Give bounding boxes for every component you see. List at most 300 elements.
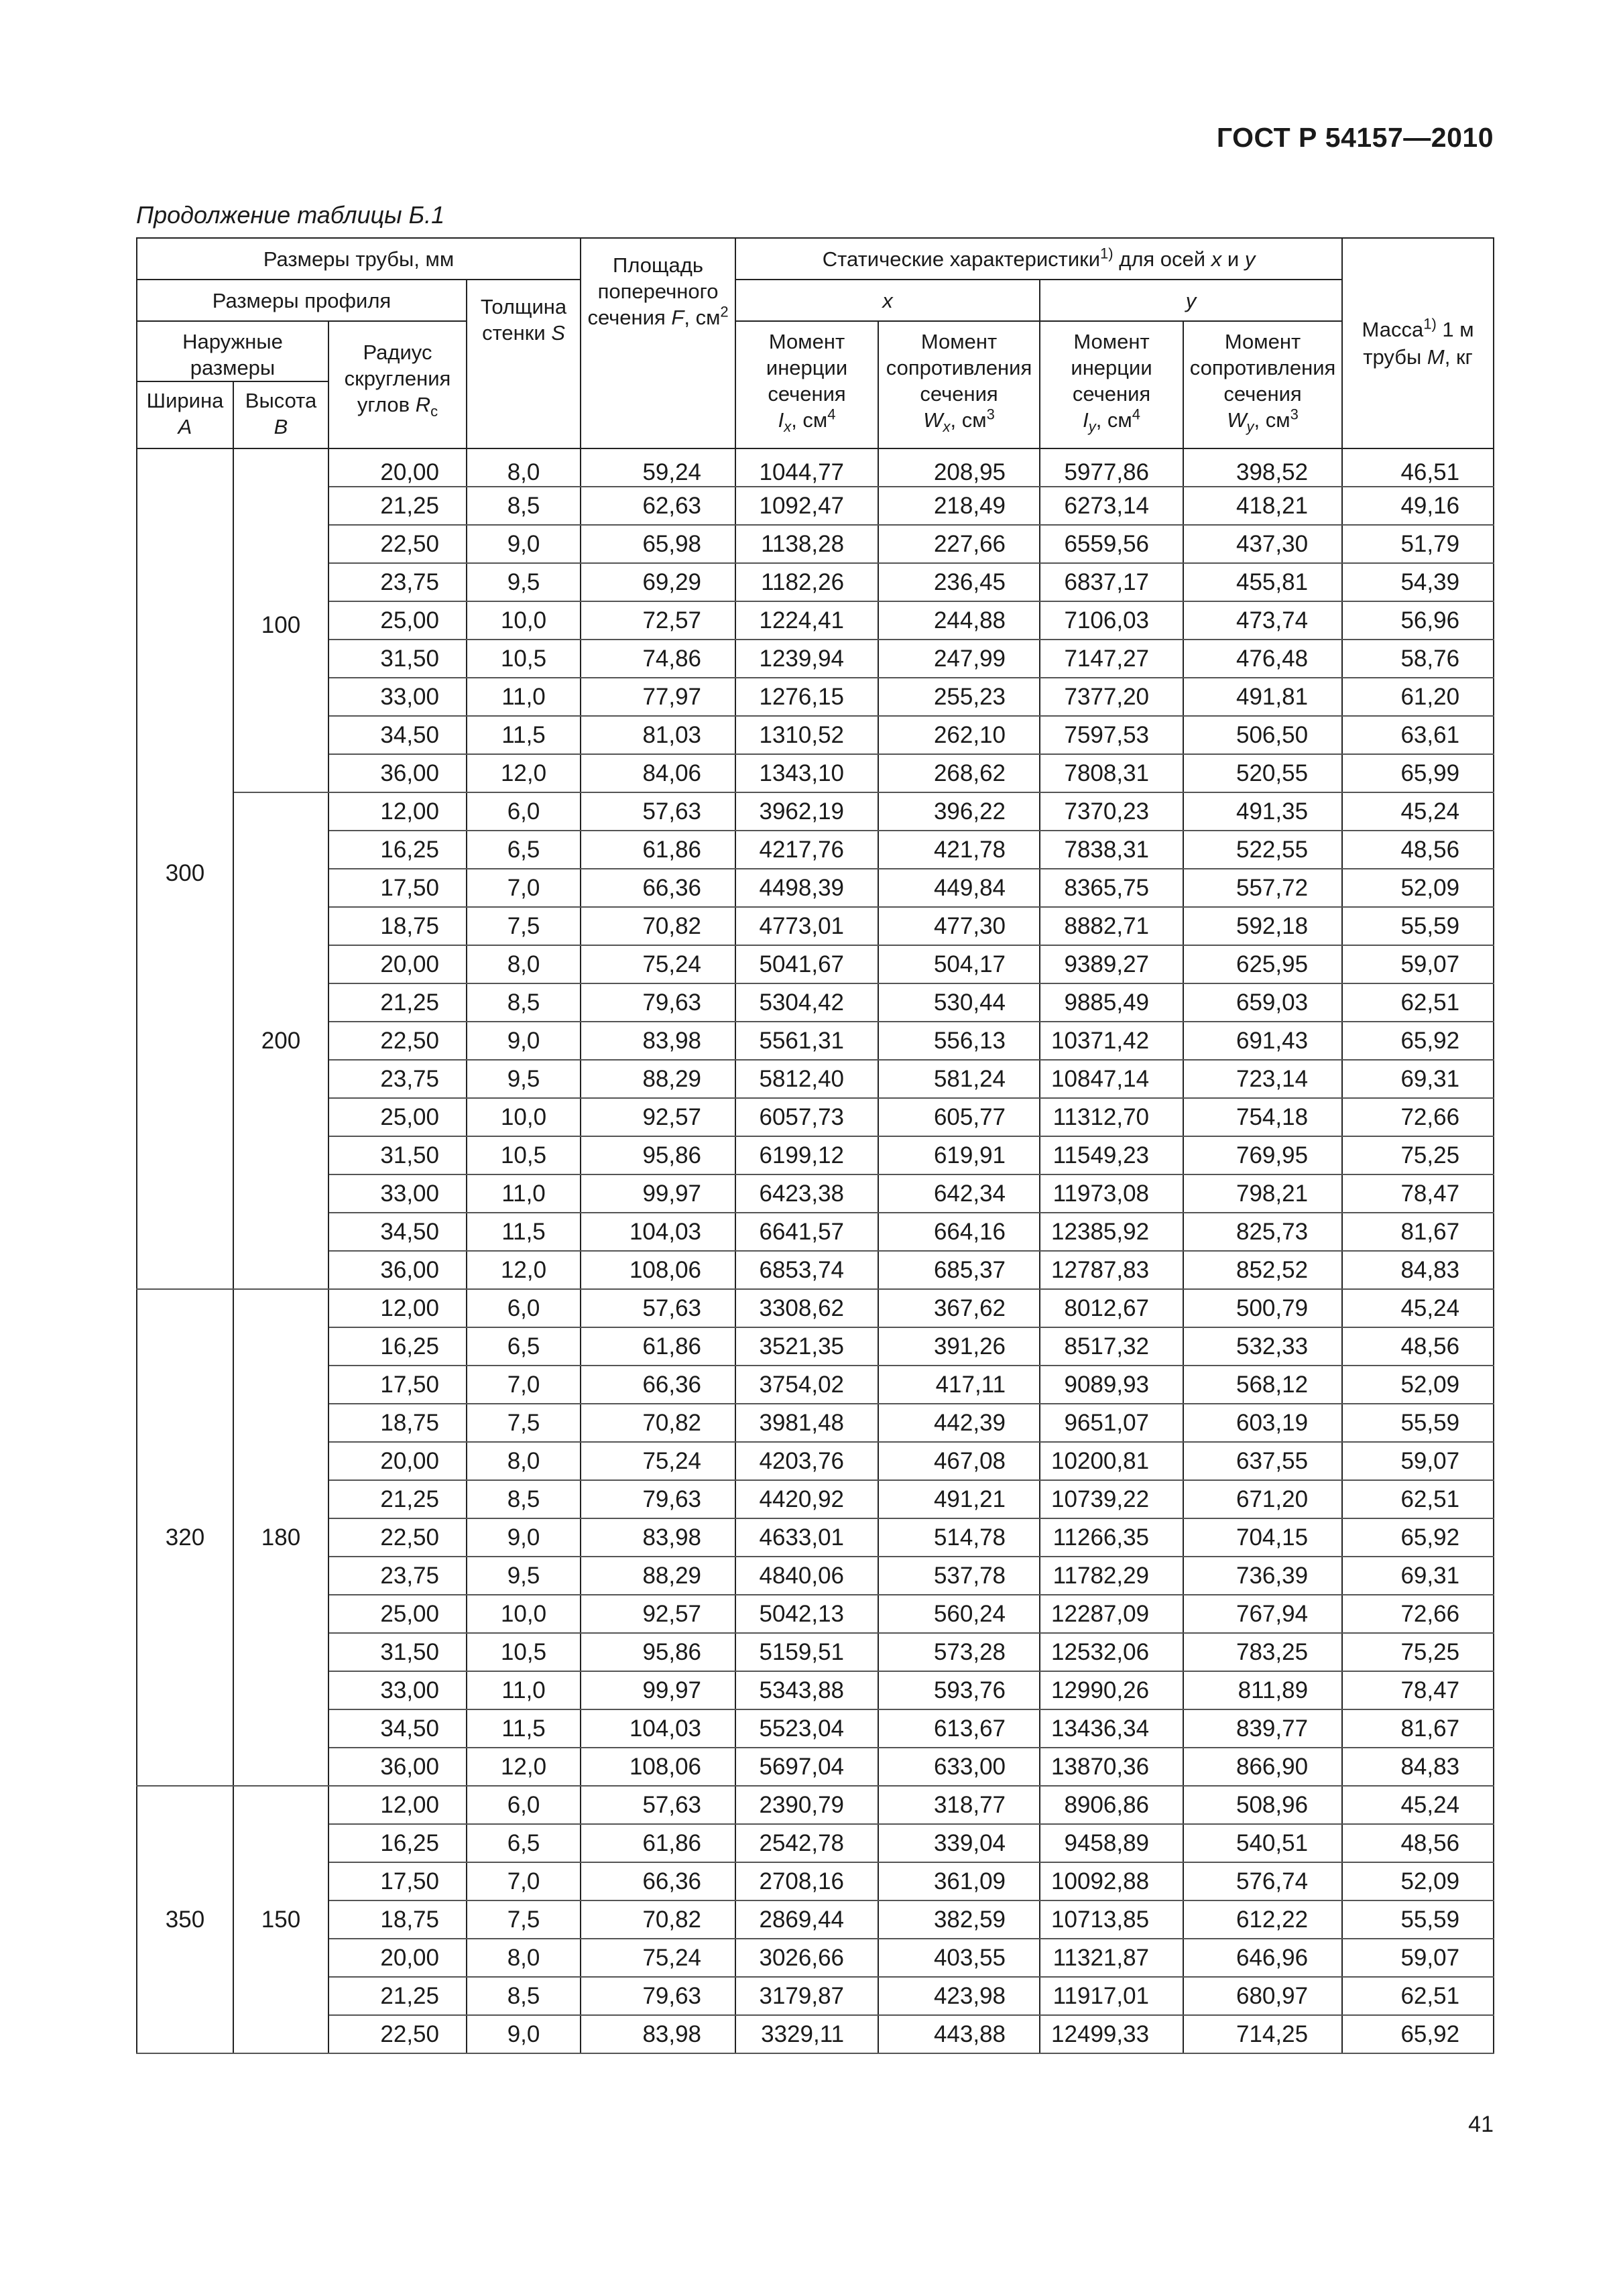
cell-ix: 3981,48 [735,1404,878,1442]
cell-ix: 1239,94 [735,640,878,678]
header-height-label: Высота [245,389,317,412]
cell-radius: 17,50 [328,1366,467,1404]
table-row [137,1480,1494,1518]
cell-ix: 4840,06 [735,1557,878,1595]
cell-wall: 6,5 [467,831,581,869]
cell-area: 79,63 [581,1977,735,2015]
cell-ix: 6853,74 [735,1251,878,1289]
cell-iy: 7106,03 [1040,601,1183,640]
cell-mass: 58,76 [1342,640,1494,678]
cell-radius: 23,75 [328,1557,467,1595]
cell-area: 61,86 [581,1824,735,1862]
cell-wy: 455,81 [1183,563,1342,601]
cell-mass: 62,51 [1342,983,1494,1022]
cell-mass: 78,47 [1342,1174,1494,1213]
cell-iy: 9651,07 [1040,1404,1183,1442]
table-row [137,563,1494,601]
cell-width-a: 300 [137,448,233,1289]
header-wy-label: Момент сопротивления сечения [1189,330,1336,406]
cell-area: 75,24 [581,1939,735,1977]
cell-iy: 12385,92 [1040,1213,1183,1251]
table-row [137,601,1494,640]
profile-properties-table [136,237,1494,2054]
cell-radius: 33,00 [328,678,467,716]
cell-iy: 12499,33 [1040,2015,1183,2053]
cell-wx: 247,99 [878,640,1040,678]
cell-mass: 81,67 [1342,1709,1494,1748]
cell-wx: 477,30 [878,907,1040,945]
header-iy: Момент инерции сечения $I_y$, $см^4$ [1040,321,1183,448]
cell-radius: 22,50 [328,2015,467,2053]
cell-radius: 36,00 [328,1251,467,1289]
cell-mass: 65,92 [1342,2015,1494,2053]
cell-height-b: 100 [233,448,328,792]
cell-ix: 2390,79 [735,1786,878,1824]
cell-mass: 48,56 [1342,1824,1494,1862]
cell-ix: 5304,42 [735,983,878,1022]
cell-wall: 7,5 [467,1900,581,1939]
header-width-symbol: A [178,415,192,438]
cell-wx: 417,11 [878,1366,1040,1404]
header-mass-tail: 1 м трубы [1363,318,1474,369]
cell-ix: 1343,10 [735,754,878,792]
cell-wx: 443,88 [878,2015,1040,2053]
cell-wx: 227,66 [878,525,1040,563]
cell-wall: 11,0 [467,1174,581,1213]
cell-wy: 473,74 [1183,601,1342,640]
cell-wx: 236,45 [878,563,1040,601]
table-row [137,1824,1494,1862]
cell-wall: 8,5 [467,1977,581,2015]
table-row [137,448,1494,487]
table-row [137,869,1494,907]
cell-wy: 612,22 [1183,1900,1342,1939]
page-number: 41 [1468,2112,1494,2137]
cell-wx: 262,10 [878,716,1040,754]
cell-mass: 75,25 [1342,1136,1494,1174]
cell-mass: 59,07 [1342,1939,1494,1977]
cell-radius: 20,00 [328,1939,467,1977]
header-ix: Момент инерции сечения $I_x$, $см^4$ [735,321,878,448]
cell-wall: 9,5 [467,1557,581,1595]
cell-iy: 7838,31 [1040,831,1183,869]
table-row [137,1366,1494,1404]
header-wx: Момент сопротивления сечения $W_x$, $см^3$ [878,321,1040,448]
cell-iy: 6837,17 [1040,563,1183,601]
cell-wall: 8,0 [467,1442,581,1480]
cell-ix: 1276,15 [735,678,878,716]
cell-iy: 6273,14 [1040,487,1183,525]
cell-wy: 704,15 [1183,1518,1342,1557]
cell-area: 70,82 [581,1900,735,1939]
cell-radius: 34,50 [328,1709,467,1748]
cell-wall: 7,0 [467,1862,581,1900]
cell-mass: 84,83 [1342,1748,1494,1786]
cell-mass: 62,51 [1342,1977,1494,2015]
header-static-characteristics [735,238,1342,280]
cell-area: 95,86 [581,1633,735,1671]
cell-radius: 20,00 [328,448,467,487]
cell-wx: 556,13 [878,1022,1040,1060]
cell-area: 95,86 [581,1136,735,1174]
table-row [137,1595,1494,1633]
cell-radius: 18,75 [328,1404,467,1442]
cell-radius: 22,50 [328,1518,467,1557]
cell-wy: 754,18 [1183,1098,1342,1136]
cell-wx: 491,21 [878,1480,1040,1518]
cell-wall: 8,5 [467,487,581,525]
cell-ix: 1224,41 [735,601,878,640]
cell-wall: 9,0 [467,2015,581,2053]
cell-radius: 12,00 [328,792,467,831]
header-static-and: и [1227,247,1240,271]
cell-iy: 11321,87 [1040,1939,1183,1977]
header-ix-symbol: I [778,408,784,432]
cell-mass: 52,09 [1342,1862,1494,1900]
cell-radius: 36,00 [328,1748,467,1786]
cell-ix: 3329,11 [735,2015,878,2053]
cell-wx: 421,78 [878,831,1040,869]
cell-mass: 55,59 [1342,1404,1494,1442]
cell-ix: 1182,26 [735,563,878,601]
axis-y-label: y [1185,288,1197,312]
cell-wy: 723,14 [1183,1060,1342,1098]
cell-radius: 17,50 [328,869,467,907]
cell-ix: 5812,40 [735,1060,878,1098]
header-ix-label: Момент инерции сечения [766,330,848,406]
cell-area: 84,06 [581,754,735,792]
cell-ix: 5343,88 [735,1671,878,1709]
cell-wy: 491,81 [1183,678,1342,716]
cell-mass: 65,92 [1342,1518,1494,1557]
cell-area: 83,98 [581,2015,735,2053]
cell-radius: 18,75 [328,907,467,945]
header-area-unit: см [695,306,721,329]
cell-mass: 48,56 [1342,1327,1494,1366]
cell-wall: 11,0 [467,678,581,716]
cell-wall: 10,5 [467,640,581,678]
cell-area: 69,29 [581,563,735,601]
cell-wx: 504,17 [878,945,1040,983]
cell-area: 57,63 [581,792,735,831]
table-row [137,1977,1494,2015]
cell-radius: 21,25 [328,487,467,525]
cell-radius: 33,00 [328,1671,467,1709]
cell-area: 83,98 [581,1022,735,1060]
cell-iy: 7370,23 [1040,792,1183,831]
cell-ix: 1044,77 [735,448,878,487]
cell-radius: 16,25 [328,831,467,869]
cell-wx: 685,37 [878,1251,1040,1289]
table-row [137,1442,1494,1480]
table-row [137,1748,1494,1786]
header-mass-footnote: 1) [1423,315,1437,333]
cell-iy: 10847,14 [1040,1060,1183,1098]
cell-wall: 9,0 [467,1518,581,1557]
cell-wy: 736,39 [1183,1557,1342,1595]
cell-ix: 3521,35 [735,1327,878,1366]
cell-wy: 592,18 [1183,907,1342,945]
cell-mass: 72,66 [1342,1098,1494,1136]
cell-area: 79,63 [581,983,735,1022]
table-row [137,1098,1494,1136]
cell-wy: 825,73 [1183,1213,1342,1251]
cell-radius: 22,50 [328,1022,467,1060]
cell-height-b: 200 [233,792,328,1289]
cell-wall: 6,0 [467,1786,581,1824]
cell-wall: 8,5 [467,983,581,1022]
cell-mass: 81,67 [1342,1213,1494,1251]
cell-mass: 48,56 [1342,831,1494,869]
cell-mass: 56,96 [1342,601,1494,640]
header-width [137,381,233,448]
cell-ix: 3962,19 [735,792,878,831]
cell-wx: 367,62 [878,1289,1040,1327]
cell-radius: 20,00 [328,945,467,983]
cell-iy: 12990,26 [1040,1671,1183,1709]
table-row [137,1939,1494,1977]
table-row [137,1174,1494,1213]
cell-wall: 6,5 [467,1824,581,1862]
cell-area: 92,57 [581,1098,735,1136]
cell-area: 59,24 [581,448,735,487]
cell-wall: 12,0 [467,754,581,792]
axis-x-label: x [882,288,893,312]
cell-mass: 52,09 [1342,1366,1494,1404]
cell-wx: 642,34 [878,1174,1040,1213]
table-row [137,831,1494,869]
cell-wy: 637,55 [1183,1442,1342,1480]
cell-radius: 23,75 [328,1060,467,1098]
cell-area: 72,57 [581,601,735,640]
cell-area: 57,63 [581,1289,735,1327]
header-wx-symbol: W [923,408,943,432]
cell-wx: 268,62 [878,754,1040,792]
cell-mass: 54,39 [1342,563,1494,601]
cell-iy: 8517,32 [1040,1327,1183,1366]
cell-ix: 4217,76 [735,831,878,869]
cell-wall: 12,0 [467,1251,581,1289]
cell-iy: 10739,22 [1040,1480,1183,1518]
cell-wy: 540,51 [1183,1824,1342,1862]
cell-ix: 3308,62 [735,1289,878,1327]
cell-mass: 55,59 [1342,1900,1494,1939]
cell-mass: 78,47 [1342,1671,1494,1709]
cell-iy: 13436,34 [1040,1709,1183,1748]
header-static-footnote: 1) [1100,245,1114,262]
header-wall-symbol: S [551,321,565,345]
header-iy-label: Момент инерции сечения [1071,330,1152,406]
header-wy-symbol: W [1227,408,1247,432]
cell-wall: 6,0 [467,792,581,831]
cell-area: 70,82 [581,1404,735,1442]
cell-wx: 391,26 [878,1327,1040,1366]
cell-wall: 9,5 [467,1060,581,1098]
cell-ix: 4773,01 [735,907,878,945]
table-row [137,1404,1494,1442]
cell-area: 104,03 [581,1213,735,1251]
cell-wx: 361,09 [878,1862,1040,1900]
cell-mass: 61,20 [1342,678,1494,716]
cell-area: 88,29 [581,1060,735,1098]
cell-iy: 10092,88 [1040,1862,1183,1900]
table-row [137,1289,1494,1327]
cell-ix: 3179,87 [735,1977,878,2015]
cell-wy: 576,74 [1183,1862,1342,1900]
table-caption: Продолжение таблицы Б.1 [136,201,445,229]
cell-wy: 714,25 [1183,2015,1342,2053]
cell-ix: 1092,47 [735,487,878,525]
cell-radius: 25,00 [328,1595,467,1633]
cell-iy: 9089,93 [1040,1366,1183,1404]
header-area: Площадь поперечного сечения F, $см^2$ [581,238,735,448]
cell-iy: 8906,86 [1040,1786,1183,1824]
table-row [137,1518,1494,1557]
cell-ix: 5561,31 [735,1022,878,1060]
cell-radius: 16,25 [328,1327,467,1366]
cell-wx: 423,98 [878,1977,1040,2015]
cell-radius: 16,25 [328,1824,467,1862]
table-row [137,907,1494,945]
header-wall-label: Толщина стенки [480,295,567,345]
cell-mass: 84,83 [1342,1251,1494,1289]
cell-mass: 59,07 [1342,1442,1494,1480]
cell-ix: 6057,73 [735,1098,878,1136]
cell-wy: 491,35 [1183,792,1342,831]
table-row [137,1633,1494,1671]
header-mass-label: Масса [1362,318,1424,341]
table-row [137,678,1494,716]
cell-radius: 31,50 [328,1633,467,1671]
cell-wy: 680,97 [1183,1977,1342,2015]
cell-mass: 46,51 [1342,448,1494,487]
table-row [137,983,1494,1022]
table-row [137,1557,1494,1595]
cell-ix: 1310,52 [735,716,878,754]
table-row [137,640,1494,678]
cell-wx: 613,67 [878,1709,1040,1748]
cell-mass: 69,31 [1342,1060,1494,1098]
cell-ix: 2708,16 [735,1862,878,1900]
cell-radius: 17,50 [328,1862,467,1900]
cell-radius: 21,25 [328,1480,467,1518]
cell-iy: 7808,31 [1040,754,1183,792]
cell-iy: 6559,56 [1040,525,1183,563]
cell-wx: 382,59 [878,1900,1040,1939]
cell-mass: 45,24 [1342,792,1494,831]
cell-radius: 33,00 [328,1174,467,1213]
cell-area: 104,03 [581,1709,735,1748]
cell-mass: 45,24 [1342,1289,1494,1327]
cell-radius: 25,00 [328,1098,467,1136]
cell-wall: 7,0 [467,869,581,907]
header-static-x: x [1211,247,1222,271]
cell-mass: 65,92 [1342,1022,1494,1060]
header-wy: Момент сопротивления сечения $W_y$, $см^3$ [1183,321,1342,448]
cell-area: 92,57 [581,1595,735,1633]
cell-wy: 557,72 [1183,869,1342,907]
cell-ix: 5159,51 [735,1633,878,1671]
cell-wall: 6,0 [467,1289,581,1327]
cell-iy: 5977,86 [1040,448,1183,487]
table-row [137,1136,1494,1174]
cell-radius: 12,00 [328,1289,467,1327]
header-iy-unit: см [1107,408,1132,432]
cell-area: 99,97 [581,1671,735,1709]
cell-wall: 9,0 [467,1022,581,1060]
header-width-label: Ширина [146,389,224,412]
cell-radius: 31,50 [328,1136,467,1174]
header-wx-unit: см [961,408,987,432]
cell-wall: 8,0 [467,1939,581,1977]
cell-wall: 11,0 [467,1671,581,1709]
header-corner-radius [328,321,467,448]
cell-area: 83,98 [581,1518,735,1557]
cell-wall: 7,5 [467,907,581,945]
cell-wx: 664,16 [878,1213,1040,1251]
cell-iy: 11266,35 [1040,1518,1183,1557]
table-row [137,1022,1494,1060]
header-axis-y [1040,280,1342,321]
cell-wall: 12,0 [467,1748,581,1786]
cell-wall: 10,0 [467,1098,581,1136]
table-row [137,1900,1494,1939]
cell-radius: 34,50 [328,1213,467,1251]
cell-area: 108,06 [581,1748,735,1786]
cell-area: 75,24 [581,1442,735,1480]
cell-wall: 8,0 [467,945,581,983]
cell-iy: 12287,09 [1040,1595,1183,1633]
cell-wx: 530,44 [878,983,1040,1022]
cell-radius: 31,50 [328,640,467,678]
table-row [137,1213,1494,1251]
header-radius-subscript: с [430,403,438,420]
cell-ix: 4633,01 [735,1518,878,1557]
table-body [137,448,1494,2053]
cell-area: 75,24 [581,945,735,983]
table-row [137,1671,1494,1709]
cell-wy: 769,95 [1183,1136,1342,1174]
table-row [137,792,1494,831]
cell-wall: 8,0 [467,448,581,487]
table-row [137,1709,1494,1748]
cell-iy: 9885,49 [1040,983,1183,1022]
cell-wx: 396,22 [878,792,1040,831]
header-mass-symbol: M [1427,345,1445,369]
cell-radius: 36,00 [328,754,467,792]
cell-wy: 811,89 [1183,1671,1342,1709]
cell-wy: 646,96 [1183,1939,1342,1977]
cell-mass: 72,66 [1342,1595,1494,1633]
cell-height-b: 180 [233,1289,328,1786]
table-row [137,716,1494,754]
header-mass: Масса$^{1)}$ 1 м трубы M, кг [1342,238,1494,448]
cell-radius: 20,00 [328,1442,467,1480]
cell-area: 57,63 [581,1786,735,1824]
cell-wy: 437,30 [1183,525,1342,563]
cell-radius: 21,25 [328,983,467,1022]
header-pipe-dimensions: Размеры трубы, мм [137,238,581,280]
header-radius-symbol: R [415,393,431,416]
cell-wx: 573,28 [878,1633,1040,1671]
cell-wy: 625,95 [1183,945,1342,983]
cell-wx: 208,95 [878,448,1040,487]
cell-wx: 633,00 [878,1748,1040,1786]
cell-iy: 10371,42 [1040,1022,1183,1060]
cell-wall: 11,5 [467,1709,581,1748]
cell-radius: 12,00 [328,1786,467,1824]
cell-ix: 3026,66 [735,1939,878,1977]
